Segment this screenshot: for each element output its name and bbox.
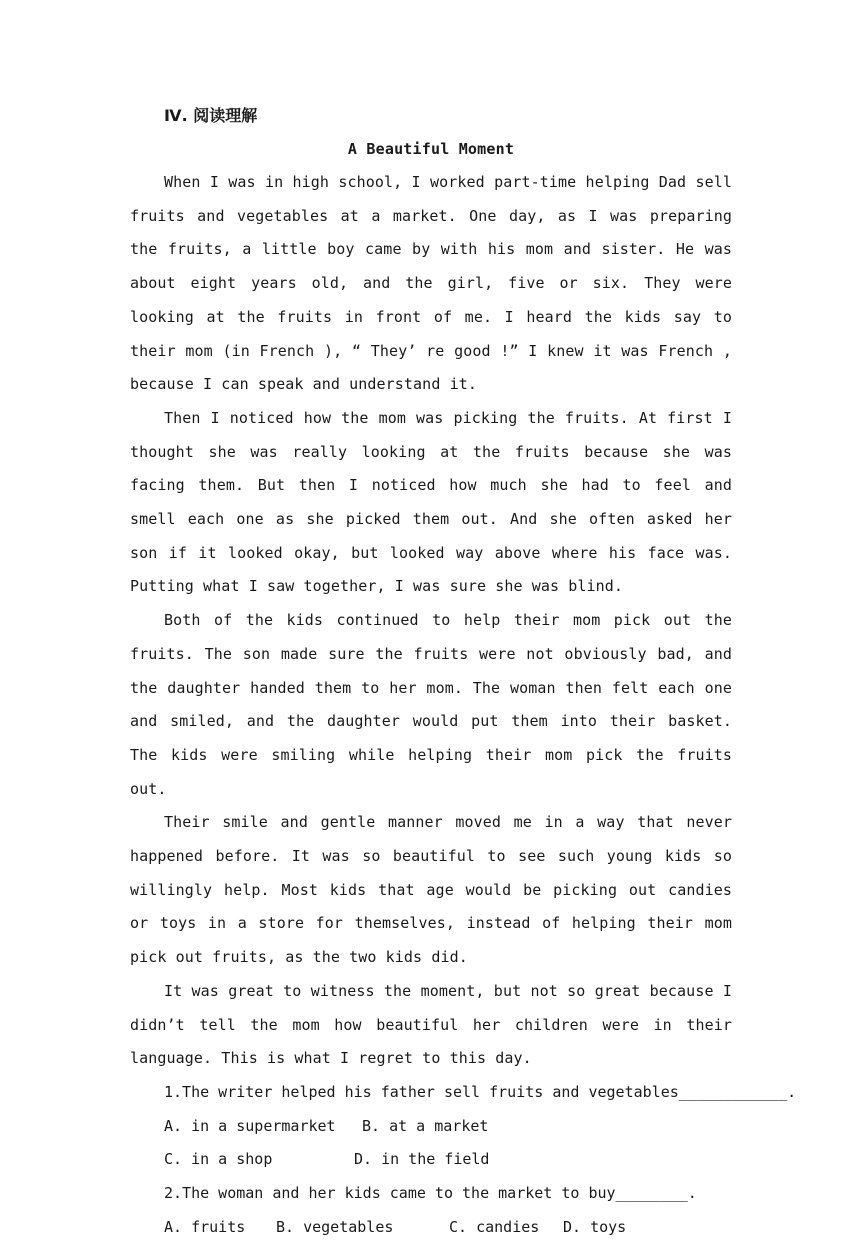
question-1-option-b: B. at a market <box>362 1116 489 1135</box>
worksheet-page <box>130 100 797 1245</box>
passage-title: A Beautiful Moment <box>347 140 515 158</box>
question-2-stem: 2.The woman and her kids came to the market to buy________. <box>164 1184 697 1203</box>
passage-paragraph-3: Both of the kids continued to help their mom pick out the fruits. The son made sure the fruits were not obviously bad, and the daughter handed them to her mom. The woman then felt each one and smiled, and the daughter would put them into their basket. The kids were smiling while helping their mom pick the fruits out. <box>130 611 732 798</box>
question-1-options-row-1 <box>130 1110 732 1144</box>
passage-paragraph-1: When I was in high school, I worked part-time helping Dad sell fruits and vegetables at a market. One day, as I was preparing the fruits, a little boy came by with his mom and sister. He was about eight years old, and the girl, five or six. They were looking at the fruits in front of me. I heard the kids say to their mom (in French ), “ They’ re good !” I knew it was French , because I can speak and understand it. <box>130 173 732 394</box>
question-1-option-c: C. in a shop <box>164 1150 273 1169</box>
question-2 <box>130 1177 732 1244</box>
question-1-option-a: A. in a supermarket <box>164 1116 336 1135</box>
question-1-options-row-2 <box>130 1143 732 1177</box>
question-2-option-b: B. vegetables <box>276 1217 394 1236</box>
passage-paragraph-5: It was great to witness the moment, but not so great because I didn’t tell the mom how beautiful her children were in their language. This is what I regret to this day. <box>130 981 732 1068</box>
question-2-option-a: A. fruits <box>164 1217 246 1236</box>
question-1-stem: 1.The writer helped his father sell fruits and vegetables____________. <box>164 1082 797 1101</box>
section-heading: Ⅳ. 阅读理解 <box>164 106 258 125</box>
question-1 <box>130 1076 797 1177</box>
question-2-option-c: C. candies <box>449 1217 540 1236</box>
question-1-option-d: D. in the field <box>354 1150 490 1169</box>
passage-paragraph-2: Then I noticed how the mom was picking the fruits. At first I thought she was really looking at the fruits because she was facing them. But then I noticed how much she had to feel and smell each one as she picked them out. And she often asked her son if it looked okay, but looked way above where his face was. Putting what I saw together, I was sure she was blind. <box>130 408 732 596</box>
passage-paragraph-4: Their smile and gentle manner moved me in a way that never happened before. It was so beautiful to see such young kids so willingly help. Most kids that age would be picking out candies or toys in a store for themselves, instead of helping their mom pick out fruits, as the two kids did. <box>130 813 732 967</box>
reading-passage <box>130 132 732 1076</box>
question-2-option-d: D. toys <box>563 1217 627 1236</box>
